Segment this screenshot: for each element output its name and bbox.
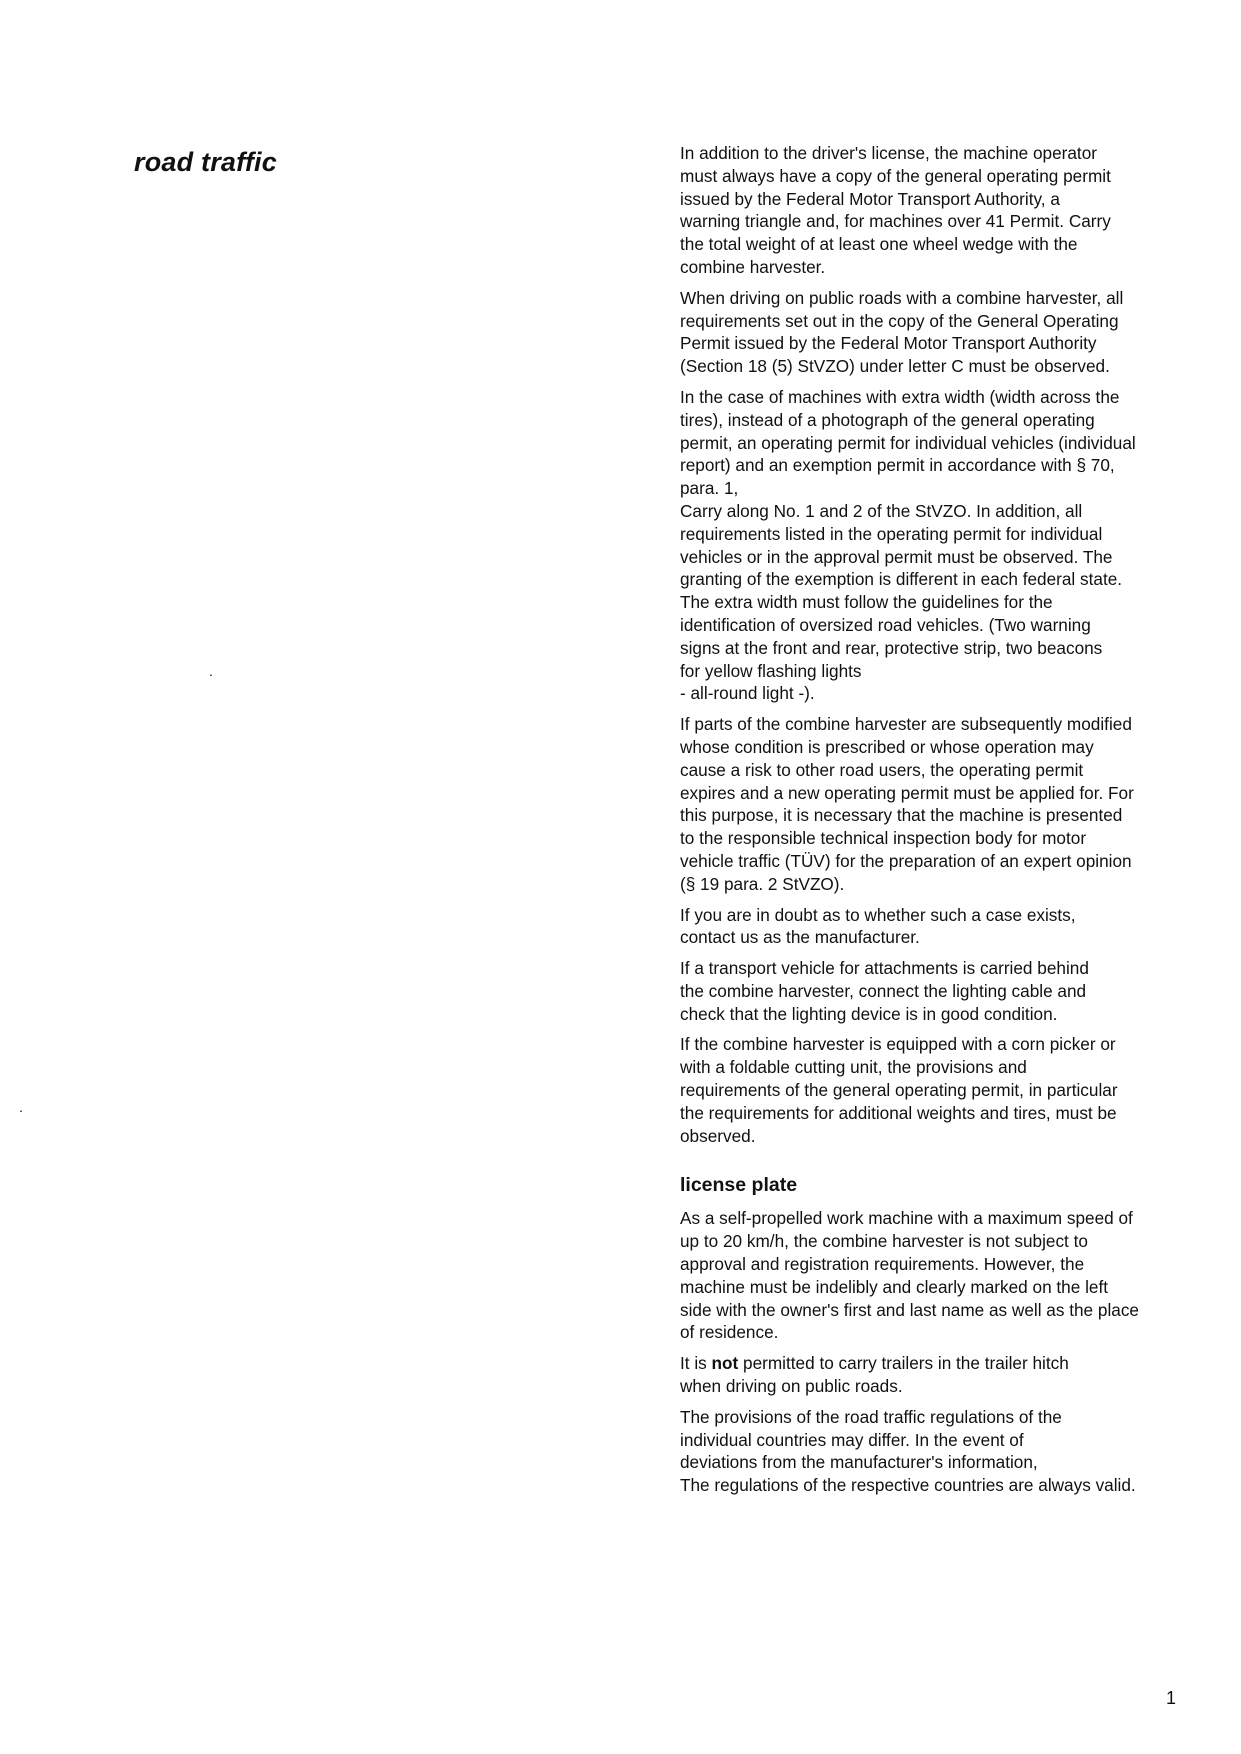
text-run: permitted to carry trailers in the trailer hitch [738, 1353, 1069, 1374]
paragraph [680, 1033, 1205, 1147]
text-line: up to 20 km/h, the combine harvester is not subject to [680, 1231, 1088, 1252]
text-line: When driving on public roads with a combine harvester, all [680, 287, 1124, 308]
paragraph [680, 1406, 1205, 1497]
text-run: It is [680, 1353, 712, 1374]
text-line [680, 1352, 1205, 1375]
text-line: side with the owner's first and last name as well as the place [680, 1299, 1139, 1320]
text-line: observed. [680, 1125, 756, 1146]
text-line: The regulations of the respective countries are always valid. [680, 1475, 1136, 1496]
text-line: vehicles or in the approval permit must be observed. The [680, 546, 1113, 567]
text-line: of residence. [680, 1322, 779, 1343]
paragraph [680, 1207, 1205, 1344]
text-line: As a self-propelled work machine with a maximum speed of [680, 1208, 1133, 1229]
paragraph [680, 287, 1205, 378]
text-line: issued by the Federal Motor Transport Authority, a [680, 188, 1060, 209]
text-line: combine harvester. [680, 256, 826, 277]
text-line: approval and registration requirements. However, the [680, 1254, 1085, 1275]
text-line: vehicle traffic (TÜV) for the preparation of an expert opinion [680, 850, 1132, 871]
text-line: If parts of the combine harvester are subsequently modified [680, 714, 1132, 735]
page-number: 1 [1166, 1688, 1177, 1708]
section-heading: license plate [680, 1174, 798, 1197]
text-line: warning triangle and, for machines over 41 Permit. Carry [680, 211, 1111, 232]
text-line: the combine harvester, connect the lighting cable and [680, 980, 1087, 1001]
text-line: must always have a copy of the general operating permit [680, 165, 1111, 186]
text-line: The extra width must follow the guidelines for the [680, 592, 1053, 613]
text-line: deviations from the manufacturer's information, [680, 1452, 1038, 1473]
text-line: If the combine harvester is equipped with a corn picker or [680, 1034, 1116, 1055]
text-line: If you are in doubt as to whether such a case exists, [680, 904, 1076, 925]
paragraph [680, 713, 1205, 895]
text-line: permit, an operating permit for individual vehicles (individual [680, 432, 1136, 453]
text-line: check that the lighting device is in good condition. [680, 1003, 1058, 1024]
text-line: identification of oversized road vehicles. (Two warning [680, 614, 1091, 635]
text-line: requirements of the general operating permit, in particular [680, 1080, 1118, 1101]
text-line: this purpose, it is necessary that the machine is presented [680, 805, 1123, 826]
text-line: In the case of machines with extra width (width across the [680, 386, 1120, 407]
text-line: If a transport vehicle for attachments is carried behind [680, 958, 1089, 979]
text-line: with a foldable cutting unit, the provisions and [680, 1057, 1027, 1078]
paragraph [680, 386, 1205, 705]
text-line: Carry along No. 1 and 2 of the StVZO. In addition, all [680, 500, 1083, 521]
text-line: (§ 19 para. 2 StVZO). [680, 873, 845, 894]
text-line: to the responsible technical inspection body for motor [680, 828, 1087, 849]
text-line: In addition to the driver's license, the machine operator [680, 143, 1097, 163]
text-line: Permit issued by the Federal Motor Transport Authority [680, 333, 1097, 354]
text-line: requirements listed in the operating permit for individual [680, 523, 1103, 544]
emphasis-not: not [711, 1353, 739, 1374]
text-line: individual countries may differ. In the event of [680, 1429, 1024, 1450]
body-column [680, 142, 1205, 1505]
paragraph [680, 904, 1205, 950]
text-line: granting of the exemption is different in each federal state. [680, 569, 1123, 590]
stray-dot: . [209, 663, 213, 679]
text-line: - all-round light -). [680, 683, 815, 704]
text-line: expires and a new operating permit must be applied for. For [680, 782, 1134, 803]
text-line: when driving on public roads. [680, 1376, 903, 1397]
text-line: tires), instead of a photograph of the general operating [680, 409, 1095, 430]
paragraph [680, 1352, 1205, 1398]
page-title: road traffic [134, 147, 277, 177]
text-line: requirements set out in the copy of the General Operating [680, 310, 1119, 331]
text-line: the requirements for additional weights and tires, must be [680, 1102, 1117, 1123]
text-line: para. 1, [680, 478, 739, 499]
paragraph [680, 957, 1205, 1025]
text-line: (Section 18 (5) StVZO) under letter C must be observed. [680, 356, 1110, 377]
text-line: signs at the front and rear, protective strip, two beacons [680, 637, 1103, 658]
text-line: whose condition is prescribed or whose operation may [680, 736, 1094, 757]
text-line: cause a risk to other road users, the operating permit [680, 759, 1084, 780]
text-line: the total weight of at least one wheel wedge with the [680, 234, 1078, 255]
text-line: for yellow flashing lights [680, 660, 862, 681]
text-line: machine must be indelibly and clearly marked on the left [680, 1276, 1109, 1297]
stray-dot: . [19, 1099, 23, 1115]
paragraph [680, 142, 1205, 279]
text-line: The provisions of the road traffic regulations of the [680, 1406, 1062, 1427]
text-line: report) and an exemption permit in accordance with § 70, [680, 455, 1115, 476]
text-line: contact us as the manufacturer. [680, 927, 920, 948]
